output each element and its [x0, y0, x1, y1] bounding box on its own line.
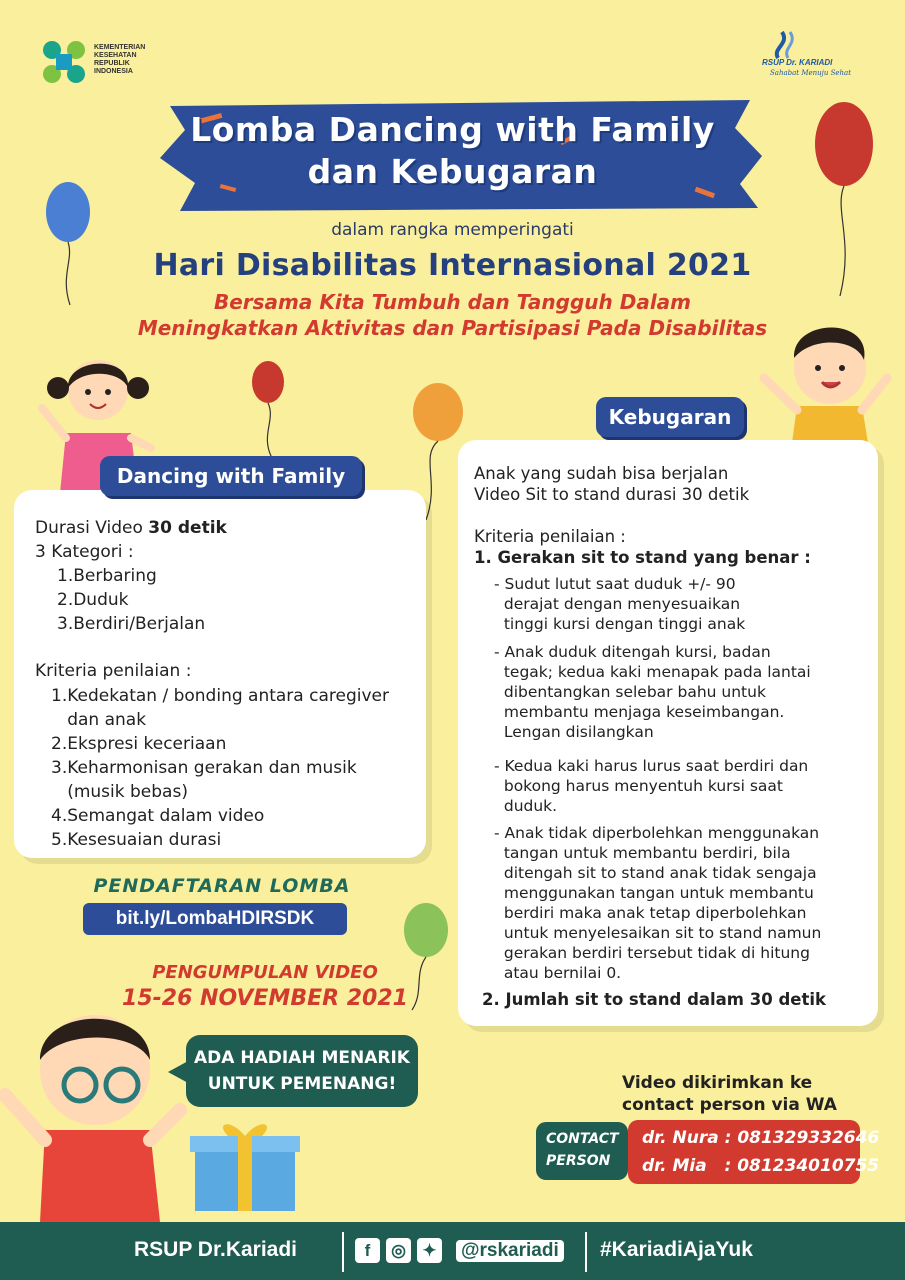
contact-label-line: PERSON [546, 1153, 611, 1169]
footer-org: RSUP Dr.Kariadi [134, 1238, 298, 1261]
dancing-criteria-item: dan anak [51, 710, 147, 730]
kebugaran-bullet: - Sudut lutut saat duduk +/- 90 derajat dengan menyesuaikan tinggi kursi dengan tinggi anak [494, 575, 746, 633]
registration-label: PENDAFTARAN LOMBA [93, 875, 351, 897]
kebugaran-bullet: - Anak tidak diperbolehkan menggunakan tangan untuk membantu berdiri, bila ditengah sit to stand anak tidak sengaja menggunakan tangan untuk membantu berdiri maka anak tetap diperbolehkan untuk menyelesaikan sit to stand namun gerakan berdiri tersebut tidak di hitung atau bernilai 0. [494, 824, 822, 982]
kebugaran-intro: Video Sit to stand durasi 30 detik [474, 485, 750, 504]
kebugaran-bullet: - Anak duduk ditengah kursi, badan tegak; kedua kaki menapak pada lantai dibentangkan selebar bahu untuk membantu menjaga keseimbangan. Lengan disilangkan [494, 643, 811, 741]
dancing-criteria-item: 3.Keharmonisan gerakan dan musik [51, 758, 357, 778]
footer-hashtag: #KariadiAjaYuk [600, 1238, 753, 1261]
category-item: 2.Duduk [57, 590, 129, 610]
contact-label-line: CONTACT [546, 1131, 619, 1147]
kebugaran-criteria-label: Kriteria penilaian : [474, 527, 626, 546]
tagline-line-2: Meningkatkan Aktivitas dan Partisipasi Pada Disabilitas [137, 316, 768, 340]
instagram-icon[interactable]: ◎ [386, 1238, 411, 1263]
title-line-1: Lomba Dancing with Family [190, 110, 715, 149]
submission-label: PENGUMPULAN VIDEO [152, 962, 378, 983]
rsup-logo-mark [770, 30, 800, 60]
ministry-line: KEMENTERIAN [94, 44, 146, 51]
dancing-duration [35, 517, 227, 541]
ministry-name [94, 44, 164, 76]
kebugaran-badge: Kebugaran [596, 397, 744, 437]
contact-persons: dr. Nura : 081329332646 dr. Mia : 081234010755 [628, 1120, 860, 1184]
dancing-badge: Dancing with Family [100, 456, 362, 496]
ministry-line: REPUBLIK [94, 60, 130, 67]
dancing-criteria-item: 2.Ekspresi keceriaan [51, 734, 227, 754]
intro-text: dalam rangka memperingati [331, 220, 574, 240]
kebugaran-intro: Anak yang sudah bisa berjalan [474, 464, 729, 483]
red-balloon-icon [812, 100, 878, 300]
footer-handle[interactable]: @rskariadi [456, 1240, 564, 1262]
kebugaran-point-2: 2. Jumlah sit to stand dalam 30 detik [482, 990, 826, 1009]
dancing-criteria-item: 1.Kedekatan / bonding antara caregiver [51, 686, 389, 706]
kemenkes-logo [38, 38, 90, 86]
footer-divider [342, 1232, 344, 1272]
prize-line-2: UNTUK PEMENANG! [207, 1074, 397, 1094]
ministry-line: KESEHATAN [94, 52, 137, 59]
bubble-tail-shape [168, 1060, 190, 1084]
gift-box-icon [190, 1118, 300, 1213]
contact-person-label [536, 1122, 628, 1180]
small-red-balloon-icon [250, 360, 290, 460]
tagline-line-1: Bersama Kita Tumbuh dan Tangguh Dalam [213, 290, 692, 314]
prize-bubble [186, 1035, 418, 1107]
kebugaran-point-1: 1. Gerakan sit to stand yang benar : [474, 548, 811, 567]
dancing-criteria-item: 5.Kesesuaian durasi [51, 830, 222, 850]
boy-glasses-illustration [0, 1000, 190, 1222]
ministry-line: INDONESIA [94, 68, 133, 75]
dancing-criteria-item: 4.Semangat dalam video [51, 806, 265, 826]
title-line-2: dan Kebugaran [307, 152, 598, 191]
kemenkes-logo-icon [38, 38, 90, 86]
twitter-icon[interactable]: ✦ [417, 1238, 442, 1263]
dancing-criteria-label: Kriteria penilaian : [35, 661, 192, 681]
categories-label: 3 Kategori : [35, 542, 134, 562]
registration-link[interactable]: bit.ly/LombaHDIRSDK [83, 903, 347, 935]
category-item: 3.Berdiri/Berjalan [57, 614, 206, 634]
rsup-logo-icon [770, 30, 800, 60]
blue-balloon-icon [44, 180, 94, 310]
submission-dates: 15-26 NOVEMBER 2021 [122, 986, 408, 1011]
duration-prefix: Durasi Video [35, 518, 149, 538]
footer-divider [585, 1232, 587, 1272]
facebook-icon[interactable]: f [355, 1238, 380, 1263]
hospital-logo-name: RSUP Dr. KARIADI [762, 58, 833, 67]
video-note: Video dikirimkan ke contact person via WA [622, 1073, 837, 1115]
duration-value: 30 detik [148, 518, 227, 538]
event-name: Hari Disabilitas Internasional 2021 [153, 248, 752, 283]
kebugaran-bullet: - Kedua kaki harus lurus saat berdiri dan bokong harus menyentuh kursi saat duduk. [494, 757, 809, 815]
boy-illustration [752, 308, 897, 443]
category-item: 1.Berbaring [57, 566, 157, 586]
hospital-logo-tagline: Sahabat Menuju Sehat [770, 69, 852, 77]
prize-line-1: ADA HADIAH MENARIK [194, 1048, 410, 1068]
dancing-criteria-item: (musik bebas) [51, 782, 188, 802]
